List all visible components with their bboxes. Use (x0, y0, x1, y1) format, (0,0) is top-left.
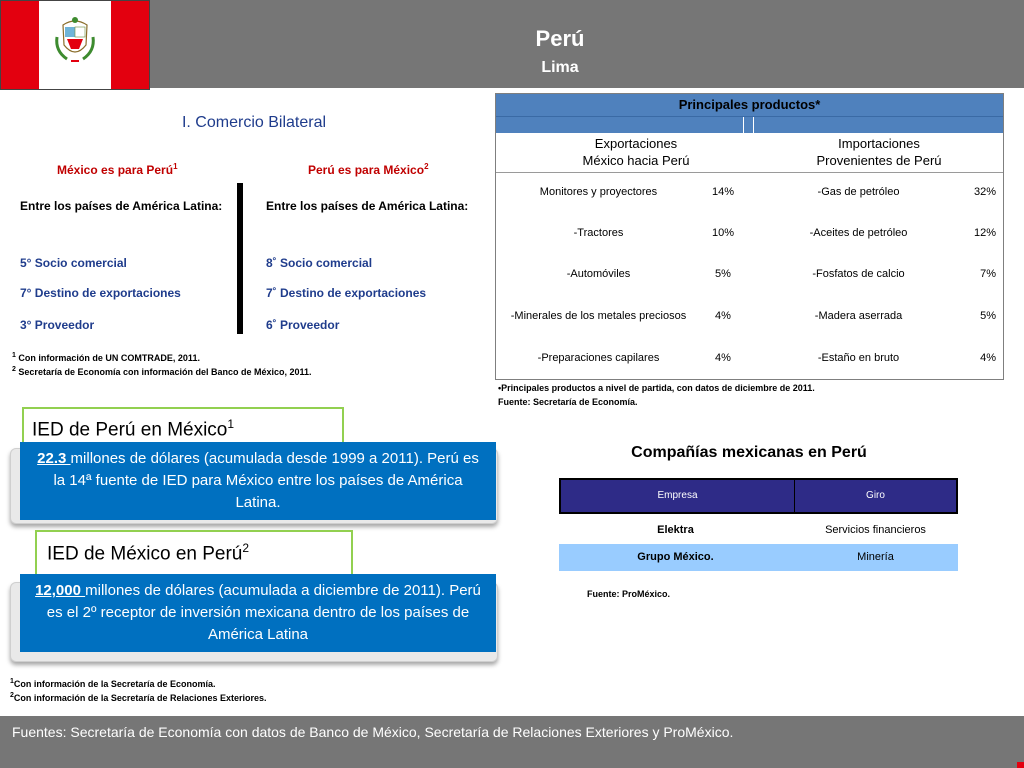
table-row-exp-product: -Preparaciones capilares (537, 352, 660, 364)
companies-col-company: Empresa (657, 490, 698, 501)
products-heading-divider (496, 172, 1003, 173)
commerce-note-1-text: Con información de UN COMTRADE, 2011. (18, 353, 200, 363)
column-divider (237, 183, 243, 334)
company-sector: Servicios financieros (825, 524, 926, 536)
ied-note-1 (10, 678, 215, 689)
imports-heading-line1: Importaciones (838, 136, 920, 151)
table-row (559, 517, 958, 544)
table-row-imp-pct: 7% (980, 268, 996, 280)
ied-peru-title (32, 417, 234, 441)
companies-source: Fuente: ProMéxico. (587, 589, 671, 599)
companies-col-sector: Giro (866, 490, 885, 501)
footer-corner-mark (1017, 762, 1024, 768)
col1-heading-text: México es para Perú (57, 163, 174, 177)
band-separator (753, 117, 754, 134)
exports-heading-line1: Exportaciones (594, 136, 678, 151)
ied-mexico-title (47, 541, 249, 565)
ied-mexico-title-text: IED de México en Perú (47, 543, 243, 565)
col1-item-partner: 5° Socio comercial (20, 256, 127, 270)
table-row-imp-product: -Gas de petróleo (817, 186, 900, 198)
ied-peru-title-text: IED de Perú en México (32, 419, 228, 441)
imports-heading-line2: Provenientes de Perú (816, 153, 942, 168)
table-row (559, 544, 958, 571)
commerce-note-2-sup: 2 (12, 366, 16, 373)
table-row-exp-pct: 4% (715, 310, 731, 322)
table-row-exp-product: -Tractores (573, 227, 624, 239)
company-name: Elektra (657, 524, 694, 536)
table-row-exp-product: -Automóviles (566, 268, 631, 280)
ied-mexico-title-sup: 2 (242, 541, 250, 555)
ied-mexico-description (20, 574, 496, 652)
col2-item-export: 7˚ Destino de exportaciones (266, 286, 427, 300)
peru-flag (0, 0, 150, 90)
col1-intro: Entre los países de América Latina: (20, 199, 223, 213)
col2-intro: Entre los países de América Latina: (266, 199, 469, 213)
col1-heading-sup: 1 (173, 162, 178, 171)
page-subtitle-city: Lima (541, 59, 579, 76)
commerce-note-2-text: Secretaría de Economía con información del Banco de México, 2011. (18, 367, 312, 377)
products-footnote: •Principales productos a nivel de partida, con datos de diciembre de 2011. (498, 383, 815, 393)
col2-item-supplier: 6˚ Proveedor (266, 318, 340, 332)
company-sector: Minería (857, 551, 894, 563)
col2-item-partner: 8˚ Socio comercial (266, 256, 373, 270)
col1-heading (57, 162, 178, 177)
table-row-imp-product: -Fosfatos de calcio (812, 268, 905, 280)
table-row-imp-pct: 32% (973, 186, 996, 198)
footer-sources: Fuentes: Secretaría de Economía con datos de Banco de México, Secretaría de Relaciones Exteriores y ProMéxico. (12, 724, 734, 740)
table-row-imp-pct: 12% (973, 227, 996, 239)
ied-note-2 (10, 692, 267, 703)
imports-heading (779, 135, 979, 169)
companies-title: Compañías mexicanas en Perú (631, 444, 867, 461)
companies-header-row (559, 478, 958, 514)
ied-mexico-amount: 12,000 (35, 582, 86, 599)
section-title-commerce: I. Comercio Bilateral (181, 114, 327, 131)
commerce-note-1-sup: 1 (12, 352, 16, 359)
table-row-exp-product: -Minerales de los metales preciosos (510, 310, 687, 322)
col2-heading (308, 162, 429, 177)
col1-item-supplier: 3° Proveedor (20, 318, 95, 332)
ied-mexico-title-box (35, 530, 353, 576)
table-row-imp-pct: 4% (980, 352, 996, 364)
table-row-exp-pct: 10% (711, 227, 735, 239)
ied-note-1-text: Con información de la Secretaría de Economía. (13, 679, 216, 689)
page-title-country: Perú (535, 26, 585, 51)
exports-heading (536, 135, 736, 169)
header-bar (0, 0, 1024, 88)
company-name: Grupo México. (637, 551, 714, 563)
commerce-note-1 (12, 352, 200, 363)
coat-of-arms-icon (53, 15, 97, 67)
footer-bar (0, 716, 1024, 768)
products-table (495, 93, 1004, 380)
table-row-exp-pct: 5% (715, 268, 731, 280)
ied-peru-text: millones de dólares (acumulada desde 1999 a 2011). Perú es la 14ª fuente de IED para México entre los países de América Latina. (53, 450, 479, 511)
col2-heading-text: Perú es para México (308, 163, 425, 177)
table-row-exp-product: Monitores y proyectores (539, 186, 658, 198)
table-row-exp-pct: 14% (711, 186, 735, 198)
commerce-note-2 (12, 366, 312, 377)
table-row-imp-product: -Aceites de petróleo (809, 227, 908, 239)
col2-heading-sup: 2 (424, 162, 429, 171)
table-row-imp-product: -Estaño en bruto (817, 352, 900, 364)
col1-item-export: 7° Destino de exportaciones (20, 286, 181, 300)
ied-mexico-text: millones de dólares (acumulada a diciembre de 2011). Perú es el 2º receptor de inversión mexicana dentro de los países de América Latina (46, 582, 481, 643)
products-table-title: Principales productos* (496, 94, 1003, 116)
ied-peru-description (20, 442, 496, 520)
table-row-exp-pct: 4% (715, 352, 731, 364)
products-table-band (496, 116, 1003, 133)
table-row-imp-pct: 5% (980, 310, 996, 322)
table-row-imp-product: -Madera aserrada (814, 310, 903, 322)
band-separator (743, 117, 744, 134)
ied-note-2-text: Con información de la Secretaría de Relaciones Exteriores. (13, 693, 267, 703)
ied-note-1-sup: 1 (10, 678, 14, 685)
products-source: Fuente: Secretaría de Economía. (498, 397, 638, 407)
exports-heading-line2: México hacia Perú (582, 153, 690, 168)
ied-peru-title-sup: 1 (227, 417, 235, 431)
ied-note-2-sup: 2 (10, 692, 14, 699)
ied-peru-amount: 22.3 (37, 450, 71, 467)
